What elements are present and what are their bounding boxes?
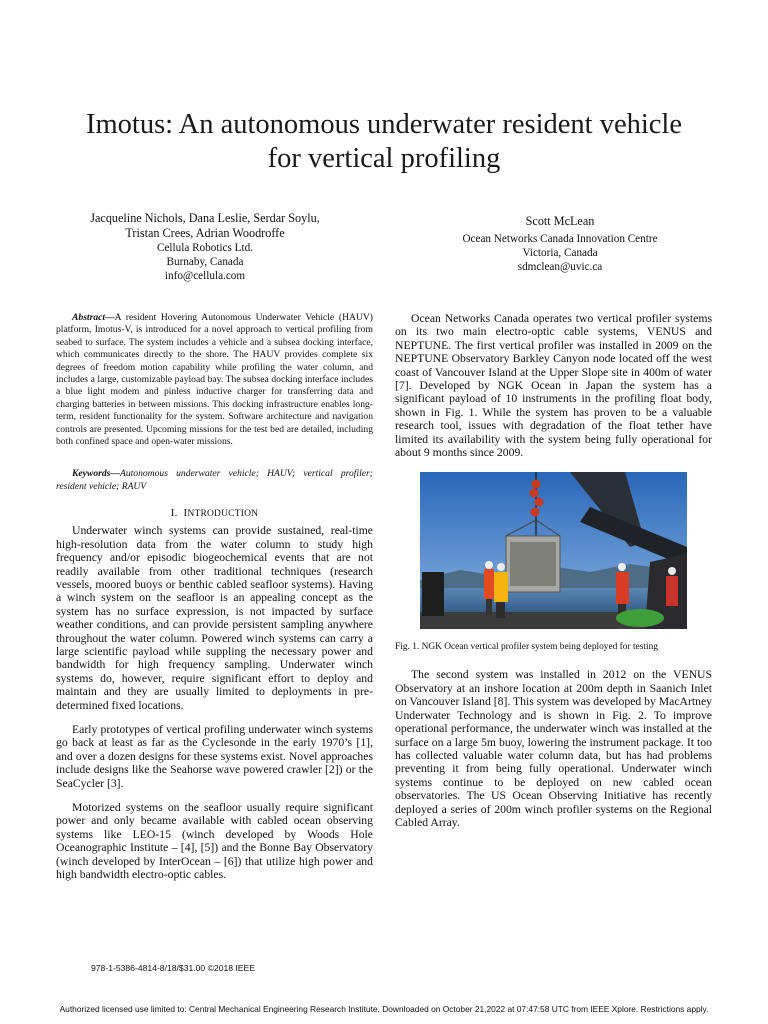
keywords	[56, 468, 373, 493]
author-city: Victoria, Canada	[522, 247, 598, 259]
author-email: sdmclean@uvic.ca	[517, 261, 603, 273]
keywords-text: Autonomous underwater vehicle; HAUV; vertical profiler; resident vehicle; RAUV	[56, 468, 373, 492]
title-line-2: for vertical profiling	[267, 143, 501, 174]
section-title-rest: NTRODUCTION	[187, 509, 259, 520]
abstract-dash: —	[105, 312, 115, 323]
left-column	[56, 312, 373, 892]
abstract-text: A resident Hovering Autonomous Underwater Vehicle (HAUV) platform, Imotus-V, is introduced for a novel approach to vertical profiling from seabed to surface. The system includes a vehicle and a subsea docking interface, which communicates directly to the shore. The HAUV provides complete six degrees of freedom motion capability while profiling the water column, and includes a large, customizable payload bay. The subsea docking interface includes a blue light modem and pinless inductive charger for transferring data and charging batteries in between missions. This docking infrastructure enables long-term, resident functionality for the system. Software architecture and navigation controls are presented. Upcoming missions for the test bed are detailed, including both confined space and open-water missions.	[56, 312, 373, 448]
keywords-label: Keywords	[72, 468, 111, 480]
figure-1-caption: Fig. 1. NGK Ocean vertical profiler system being deployed for testing	[395, 642, 658, 653]
abstract-label: Abstract	[72, 312, 106, 323]
author-names-line-2: Tristan Crees, Adrian Woodroffe	[125, 226, 285, 240]
section-title-initial: I	[183, 507, 188, 520]
paragraph: The second system was installed in 2012 on the VENUS Observatory at an inshore location at 200m depth in Saanich Inlet on Vancouver Island [8]. This system was developed by MacArtney Underwater Technology and is shown in Fig. 2. To improve operational performance, the underwater winch was installed at the surface on a large 5m buoy, lowering the instrument package. It too has collected valuable water column data, but has had problems preventing it from being fully operational. Underwater winch systems continue to be deployed on new cabled ocean observatories. The US Ocean Observing Initiative has recently deployed a series of 200m winch profiler systems on the Regional Cabled Array.	[395, 668, 713, 829]
author-names-line-1: Jacqueline Nichols, Dana Leslie, Serdar Soylu,	[90, 211, 320, 225]
license-footer: Authorized licensed use limited to: Central Mechanical Engineering Research Institute. Downloaded on October 21,2022 at 07:47:58 UTC from IEEE Xplore. Restrictions apply.	[59, 1004, 709, 1014]
title-line-1: Imotus: An autonomous underwater resident vehicle	[86, 109, 682, 140]
abstract	[56, 312, 373, 448]
author-city: Burnaby, Canada	[166, 256, 244, 268]
keywords-dash: —	[110, 468, 120, 480]
paragraph: Underwater winch systems can provide sustained, real-time high-resolution data from the water column to study high frequency and/or episodic biogeochemical events that are not readily available from other traditional techniques (research vessels, moored buoys or benthic cabled seafloor systems). Having a winch system on the seafloor is an appealing concept as the system has no surface expression, is not impacted by surface weather conditions, and can provide persistent sampling anywhere throughout the water column. Powered winch systems can carry a large scientific payload while suppling the necessary power and bandwidth for high frequency sampling. Underwater winch systems do, however, require significant effort to deploy and maintain and they are usually limited to deployments in pre-determined fixed locations.	[56, 524, 373, 712]
author-name: Scott McLean	[525, 214, 595, 228]
section-heading-introduction	[56, 507, 373, 519]
copyright-notice: 978-1-5386-4814-8/18/$31.00 ©2018 IEEE	[91, 963, 256, 973]
paragraph: Ocean Networks Canada operates two vertical profiler systems on its two main electro-optic cable systems, VENUS and NEPTUNE. The first vertical profiler was installed in 2009 on the NEPTUNE Observatory Barkley Canyon node located off the west coast of Vancouver Island at the Upper Slope site in 400m of water [7]. Developed by NGK Ocean in Japan the system has a significant payload of 10 instruments in the profiling float body, shown in Fig. 1. While the system has proven to be a valuable research tool, issues with degradation of the float tether have limited its availability with the system being fully operational for about 9 months since 2009.	[395, 312, 712, 460]
author-email: info@cellula.com	[164, 270, 246, 282]
author-block-right	[410, 214, 710, 274]
paragraph: Motorized systems on the seafloor usually require significant power and only became available with cabled ocean observing systems like LEO-15 (winch developed by Woods Hole Oceanographic Institute – [4], [5]) and the Bonne Bay Observatory (winch developed by InterOcean – [6]) that utilize high power and high bandwidth electro-optic cables.	[56, 801, 373, 882]
section-number: I.	[170, 507, 178, 520]
paragraph: Early prototypes of vertical profiling underwater winch systems go back at least as far as the Cyclesonde in the early 1970’s [1], and over a dozen designs for these systems exist. Novel approaches include designs like the Seahorse wave powered crawler [2]) or the SeaCycler [3].	[56, 722, 373, 790]
author-organization: Cellula Robotics Ltd.	[156, 242, 254, 254]
figure-1-photo	[420, 472, 687, 629]
right-column	[395, 312, 712, 840]
author-block-left	[55, 211, 355, 283]
paper-title	[40, 108, 728, 176]
author-organization: Ocean Networks Canada Innovation Centre	[462, 233, 658, 245]
